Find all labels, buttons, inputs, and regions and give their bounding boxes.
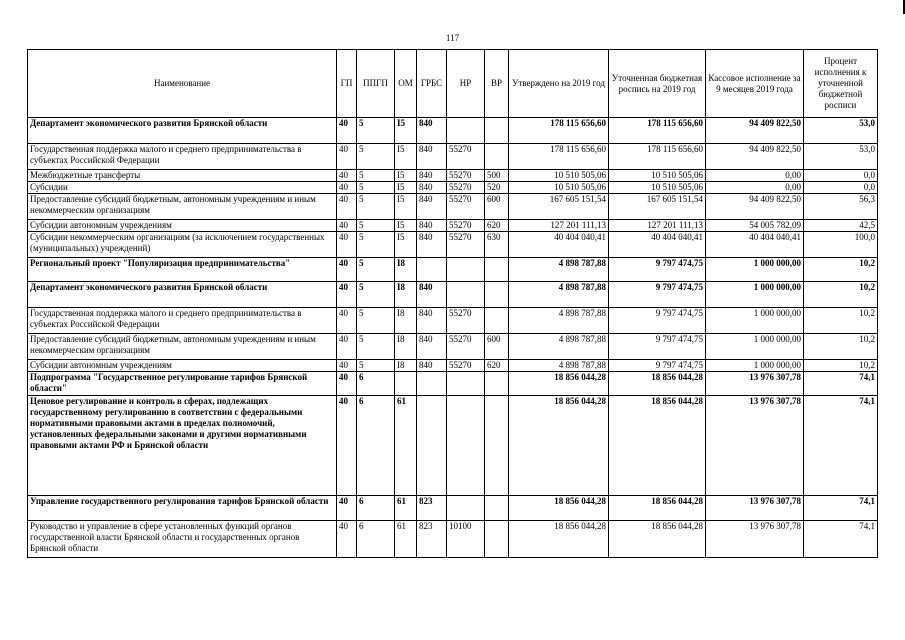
cell-ppgp: 5 bbox=[357, 282, 395, 308]
cell-name: Управление государственного регулирования тарифов Брянской области bbox=[28, 496, 337, 521]
cell-cash: 13 976 307,78 bbox=[706, 372, 804, 396]
header-np: НР bbox=[447, 50, 485, 118]
table-row bbox=[28, 232, 878, 258]
cell-om: I5 bbox=[395, 194, 417, 220]
cell-approved: 4 898 787,88 bbox=[509, 258, 609, 282]
cell-grbs: 840 bbox=[417, 182, 447, 194]
cell-approved: 40 404 040,41 bbox=[509, 232, 609, 258]
cell-gp: 40 bbox=[337, 521, 357, 558]
cell-approved: 10 510 505,06 bbox=[509, 182, 609, 194]
table-row bbox=[28, 170, 878, 182]
cell-om: I5 bbox=[395, 170, 417, 182]
cell-refined: 10 510 505,06 bbox=[609, 182, 706, 194]
cell-name: Межбюджетные трансферты bbox=[28, 170, 337, 182]
cell-np bbox=[447, 282, 485, 308]
cell-gp: 40 bbox=[337, 182, 357, 194]
cell-np: 10100 bbox=[447, 521, 485, 558]
cell-ppgp: 5 bbox=[357, 170, 395, 182]
cell-cash: 13 976 307,78 bbox=[706, 396, 804, 496]
cell-grbs: 840 bbox=[417, 118, 447, 144]
cell-ppgp: 5 bbox=[357, 334, 395, 360]
cell-name: Предоставление субсидий бюджетным, автономным учреждениям и иным некоммерческим организациям bbox=[28, 194, 337, 220]
table-row bbox=[28, 360, 878, 372]
header-percent: Процент исполнения к уточненной бюджетной росписи bbox=[804, 50, 878, 118]
cell-gp: 40 bbox=[337, 144, 357, 170]
budget-execution-table bbox=[27, 49, 878, 558]
cell-vr bbox=[485, 282, 509, 308]
cell-vr bbox=[485, 258, 509, 282]
cell-gp: 40 bbox=[337, 170, 357, 182]
table-row bbox=[28, 182, 878, 194]
cell-ppgp: 5 bbox=[357, 258, 395, 282]
cell-om: I8 bbox=[395, 360, 417, 372]
cell-np bbox=[447, 372, 485, 396]
cell-refined: 10 510 505,06 bbox=[609, 170, 706, 182]
header-ppgp: ППГП bbox=[357, 50, 395, 118]
cell-cash: 13 976 307,78 bbox=[706, 496, 804, 521]
cell-approved: 127 201 111,13 bbox=[509, 220, 609, 232]
cell-vr bbox=[485, 521, 509, 558]
cell-om: I8 bbox=[395, 308, 417, 334]
cell-percent: 74,1 bbox=[804, 521, 878, 558]
header-gp: ГП bbox=[337, 50, 357, 118]
cell-vr bbox=[485, 372, 509, 396]
cell-name: Региональный проект "Популяризация предпринимательства" bbox=[28, 258, 337, 282]
cell-approved: 4 898 787,88 bbox=[509, 334, 609, 360]
cell-approved: 18 856 044,28 bbox=[509, 521, 609, 558]
cell-gp: 40 bbox=[337, 360, 357, 372]
cell-percent: 10,2 bbox=[804, 308, 878, 334]
cell-name: Государственная поддержка малого и среднего предпринимательства в субъектах Российской Федерации bbox=[28, 308, 337, 334]
cell-vr: 620 bbox=[485, 360, 509, 372]
cell-percent: 100,0 bbox=[804, 232, 878, 258]
header-grbs: ГРБС bbox=[417, 50, 447, 118]
table-row bbox=[28, 396, 878, 496]
cell-name: Департамент экономического развития Брянской области bbox=[28, 118, 337, 144]
table-row bbox=[28, 496, 878, 521]
cell-approved: 18 856 044,28 bbox=[509, 496, 609, 521]
cell-cash: 1 000 000,00 bbox=[706, 334, 804, 360]
cell-percent: 74,1 bbox=[804, 372, 878, 396]
cell-name: Ценовое регулирование и контроль в сферах, подлежащих государственному регулированию в соответствии с федеральными нормативными правовыми актами в пределах полномочий, установленных федеральными законами и другими нормативными правовыми актами РФ и Брянской области bbox=[28, 396, 337, 496]
cell-np: 55270 bbox=[447, 232, 485, 258]
cell-name: Предоставление субсидий бюджетным, автономным учреждениям и иным некоммерческим организациям bbox=[28, 334, 337, 360]
cell-grbs: 840 bbox=[417, 360, 447, 372]
header-vr: ВР bbox=[485, 50, 509, 118]
cell-percent: 53,0 bbox=[804, 118, 878, 144]
cell-gp: 40 bbox=[337, 308, 357, 334]
cell-percent: 53,0 bbox=[804, 144, 878, 170]
cell-percent: 74,1 bbox=[804, 396, 878, 496]
cell-grbs: 840 bbox=[417, 232, 447, 258]
cell-np: 55270 bbox=[447, 182, 485, 194]
cell-ppgp: 6 bbox=[357, 521, 395, 558]
cell-name: Субсидии автономным учреждениям bbox=[28, 360, 337, 372]
cell-np: 55270 bbox=[447, 194, 485, 220]
cell-om: I5 bbox=[395, 182, 417, 194]
cell-grbs bbox=[417, 396, 447, 496]
cell-vr: 600 bbox=[485, 334, 509, 360]
table-row bbox=[28, 144, 878, 170]
cell-ppgp: 5 bbox=[357, 182, 395, 194]
cell-gp: 40 bbox=[337, 194, 357, 220]
cell-cash: 40 404 040,41 bbox=[706, 232, 804, 258]
table-row bbox=[28, 258, 878, 282]
cell-vr: 630 bbox=[485, 232, 509, 258]
cell-percent: 10,2 bbox=[804, 282, 878, 308]
header-refined: Уточненная бюджетная роспись на 2019 год bbox=[609, 50, 706, 118]
cell-grbs: 840 bbox=[417, 220, 447, 232]
cell-gp: 40 bbox=[337, 220, 357, 232]
cell-grbs: 823 bbox=[417, 521, 447, 558]
cell-grbs: 840 bbox=[417, 282, 447, 308]
table-body bbox=[28, 118, 878, 558]
cell-cash: 1 000 000,00 bbox=[706, 282, 804, 308]
cell-cash: 0,00 bbox=[706, 170, 804, 182]
cell-grbs: 840 bbox=[417, 308, 447, 334]
cell-grbs: 840 bbox=[417, 170, 447, 182]
table-row bbox=[28, 521, 878, 558]
cell-cash: 94 409 822,50 bbox=[706, 118, 804, 144]
cell-vr: 600 bbox=[485, 194, 509, 220]
table-header-row bbox=[28, 50, 878, 118]
cell-om: I5 bbox=[395, 220, 417, 232]
cell-cash: 1 000 000,00 bbox=[706, 360, 804, 372]
header-approved: Утверждено на 2019 год bbox=[509, 50, 609, 118]
cell-vr bbox=[485, 118, 509, 144]
cell-name: Государственная поддержка малого и среднего предпринимательства в субъектах Российской Федерации bbox=[28, 144, 337, 170]
cell-ppgp: 5 bbox=[357, 360, 395, 372]
cell-grbs bbox=[417, 258, 447, 282]
cell-name: Департамент экономического развития Брянской области bbox=[28, 282, 337, 308]
cell-om: 61 bbox=[395, 396, 417, 496]
cell-gp: 40 bbox=[337, 282, 357, 308]
cell-np bbox=[447, 118, 485, 144]
cell-gp: 40 bbox=[337, 334, 357, 360]
cell-approved: 167 605 151,54 bbox=[509, 194, 609, 220]
cell-name: Субсидии bbox=[28, 182, 337, 194]
cell-np: 55270 bbox=[447, 220, 485, 232]
cell-refined: 40 404 040,41 bbox=[609, 232, 706, 258]
table-row bbox=[28, 282, 878, 308]
cell-name: Подпрограмма "Государственное регулирование тарифов Брянской области" bbox=[28, 372, 337, 396]
cell-gp: 40 bbox=[337, 372, 357, 396]
table-row bbox=[28, 308, 878, 334]
cell-ppgp: 5 bbox=[357, 144, 395, 170]
cell-om: 61 bbox=[395, 496, 417, 521]
table-row bbox=[28, 334, 878, 360]
table-row bbox=[28, 194, 878, 220]
cell-vr: 620 bbox=[485, 220, 509, 232]
cell-percent: 10,2 bbox=[804, 258, 878, 282]
header-om: ОМ bbox=[395, 50, 417, 118]
cell-cash: 94 409 822,50 bbox=[706, 144, 804, 170]
cell-approved: 178 115 656,60 bbox=[509, 118, 609, 144]
header-cash: Кассовое исполнение за 9 месяцев 2019 года bbox=[706, 50, 804, 118]
cell-percent: 0,0 bbox=[804, 170, 878, 182]
cell-refined: 9 797 474,75 bbox=[609, 258, 706, 282]
cell-ppgp: 6 bbox=[357, 396, 395, 496]
cell-ppgp: 5 bbox=[357, 308, 395, 334]
cell-cash: 0,00 bbox=[706, 182, 804, 194]
cell-cash: 94 409 822,50 bbox=[706, 194, 804, 220]
cell-approved: 18 856 044,28 bbox=[509, 372, 609, 396]
cell-om: I5 bbox=[395, 144, 417, 170]
cell-gp: 40 bbox=[337, 232, 357, 258]
cell-np bbox=[447, 496, 485, 521]
table-row bbox=[28, 118, 878, 144]
cell-np: 55270 bbox=[447, 360, 485, 372]
cell-refined: 178 115 656,60 bbox=[609, 118, 706, 144]
cell-approved: 178 115 656,60 bbox=[509, 144, 609, 170]
cell-refined: 18 856 044,28 bbox=[609, 372, 706, 396]
cell-np: 55270 bbox=[447, 170, 485, 182]
cell-refined: 9 797 474,75 bbox=[609, 334, 706, 360]
cell-refined: 18 856 044,28 bbox=[609, 521, 706, 558]
cell-vr bbox=[485, 496, 509, 521]
cell-grbs: 840 bbox=[417, 334, 447, 360]
cell-vr bbox=[485, 144, 509, 170]
cell-np: 55270 bbox=[447, 144, 485, 170]
cell-name: Субсидии некоммерческим организациям (за исключением государственных (муниципальных) учреждений) bbox=[28, 232, 337, 258]
cell-approved: 10 510 505,06 bbox=[509, 170, 609, 182]
cell-percent: 10,2 bbox=[804, 334, 878, 360]
cell-grbs: 840 bbox=[417, 144, 447, 170]
cell-ppgp: 6 bbox=[357, 496, 395, 521]
cell-ppgp: 6 bbox=[357, 372, 395, 396]
cell-approved: 18 856 044,28 bbox=[509, 396, 609, 496]
cell-approved: 4 898 787,88 bbox=[509, 360, 609, 372]
cell-refined: 18 856 044,28 bbox=[609, 396, 706, 496]
cell-ppgp: 5 bbox=[357, 232, 395, 258]
cell-np: 55270 bbox=[447, 308, 485, 334]
cell-np bbox=[447, 258, 485, 282]
cell-gp: 40 bbox=[337, 258, 357, 282]
cell-percent: 74,1 bbox=[804, 496, 878, 521]
cell-ppgp: 5 bbox=[357, 118, 395, 144]
cell-refined: 127 201 111,13 bbox=[609, 220, 706, 232]
cell-gp: 40 bbox=[337, 496, 357, 521]
cell-np: 55270 bbox=[447, 334, 485, 360]
cell-approved: 4 898 787,88 bbox=[509, 308, 609, 334]
cell-np bbox=[447, 396, 485, 496]
cell-gp: 40 bbox=[337, 118, 357, 144]
cell-om: I8 bbox=[395, 334, 417, 360]
cell-refined: 9 797 474,75 bbox=[609, 308, 706, 334]
cell-percent: 56,3 bbox=[804, 194, 878, 220]
cell-cash: 13 976 307,78 bbox=[706, 521, 804, 558]
cell-vr: 520 bbox=[485, 182, 509, 194]
cell-gp: 40 bbox=[337, 396, 357, 496]
cell-refined: 167 605 151,54 bbox=[609, 194, 706, 220]
cell-vr: 500 bbox=[485, 170, 509, 182]
cell-cash: 54 005 782,09 bbox=[706, 220, 804, 232]
cell-om: I8 bbox=[395, 258, 417, 282]
table-row bbox=[28, 220, 878, 232]
cell-vr bbox=[485, 308, 509, 334]
cell-vr bbox=[485, 396, 509, 496]
cell-grbs: 823 bbox=[417, 496, 447, 521]
cell-percent: 42,5 bbox=[804, 220, 878, 232]
cell-ppgp: 5 bbox=[357, 220, 395, 232]
cell-cash: 1 000 000,00 bbox=[706, 258, 804, 282]
cell-grbs bbox=[417, 372, 447, 396]
cell-cash: 1 000 000,00 bbox=[706, 308, 804, 334]
cell-percent: 0,0 bbox=[804, 182, 878, 194]
cell-refined: 18 856 044,28 bbox=[609, 496, 706, 521]
cell-ppgp: 5 bbox=[357, 194, 395, 220]
cell-om: I5 bbox=[395, 232, 417, 258]
cell-name: Субсидии автономным учреждениям bbox=[28, 220, 337, 232]
cell-om: I8 bbox=[395, 282, 417, 308]
header-name: Наименование bbox=[28, 50, 337, 118]
cell-percent: 10,2 bbox=[804, 360, 878, 372]
cell-refined: 9 797 474,75 bbox=[609, 360, 706, 372]
cell-approved: 4 898 787,88 bbox=[509, 282, 609, 308]
cell-grbs: 840 bbox=[417, 194, 447, 220]
cell-name: Руководство и управление в сфере установленных функций органов государственной власти Брянской области и государственных органов Брянской области bbox=[28, 521, 337, 558]
page-number: 117 bbox=[445, 33, 460, 43]
cell-om bbox=[395, 372, 417, 396]
cell-om: I5 bbox=[395, 118, 417, 144]
cell-om: 61 bbox=[395, 521, 417, 558]
cell-refined: 9 797 474,75 bbox=[609, 282, 706, 308]
table-row bbox=[28, 372, 878, 396]
cell-refined: 178 115 656,60 bbox=[609, 144, 706, 170]
